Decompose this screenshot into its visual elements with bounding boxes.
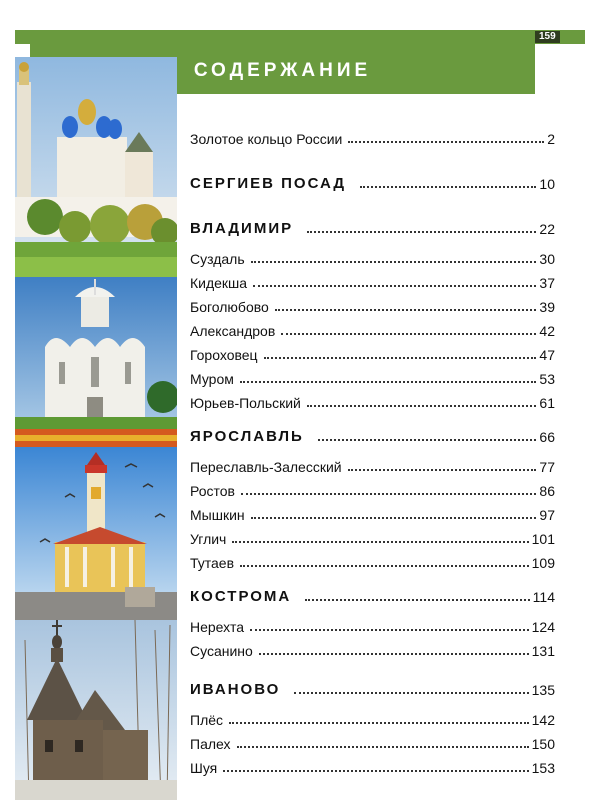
dot-leader <box>294 692 528 694</box>
toc-entry-page: 37 <box>539 275 555 291</box>
toc-entry <box>190 367 555 387</box>
toc-entry <box>190 391 555 411</box>
toc-entry-page: 61 <box>539 395 555 411</box>
toc-entry <box>190 217 555 237</box>
toc-entry-page: 101 <box>531 531 555 547</box>
dot-leader <box>251 261 537 263</box>
toc-entry-page: 153 <box>531 760 555 776</box>
toc-entry-title: Палех <box>190 736 231 752</box>
toc-entry-title: ЯРОСЛАВЛЬ <box>190 428 304 445</box>
toc-entry <box>190 615 555 635</box>
dot-leader <box>259 653 529 655</box>
dot-leader <box>348 469 537 471</box>
dot-leader <box>348 141 544 143</box>
toc-entry-page: 142 <box>531 712 555 728</box>
toc-entry <box>190 708 555 728</box>
dot-leader <box>307 405 537 407</box>
dot-leader <box>281 333 536 335</box>
dot-leader <box>305 599 529 601</box>
dot-leader <box>240 565 529 567</box>
dot-leader <box>253 285 536 287</box>
toc-entry-page: 97 <box>539 507 555 523</box>
dot-leader <box>229 722 529 724</box>
toc-entry <box>190 756 555 776</box>
toc-entry-title: Кидекша <box>190 275 248 291</box>
toc-entry-title: Муром <box>190 371 234 387</box>
toc-entry-page: 131 <box>531 643 555 659</box>
dot-leader <box>232 541 528 543</box>
toc-entry-title: ВЛАДИМИР <box>190 220 294 237</box>
toc-entry <box>190 425 555 445</box>
toc-entry-page: 53 <box>539 371 555 387</box>
toc-entry-page: 47 <box>539 347 555 363</box>
toc-entry <box>190 479 555 499</box>
dot-leader <box>241 493 536 495</box>
sergiev-posad-lavra-photo <box>15 57 177 277</box>
toc-entry-page: 42 <box>539 323 555 339</box>
toc-entry-title: Боголюбово <box>190 299 269 315</box>
toc-entry-page: 109 <box>531 555 555 571</box>
dot-leader <box>318 439 537 441</box>
toc-entry-title: Переславль-Залесский <box>190 459 342 475</box>
toc-entry <box>190 639 555 659</box>
toc-entry <box>190 343 555 363</box>
toc-entry-page: 66 <box>539 429 555 445</box>
dot-leader <box>307 231 536 233</box>
page-number: 159 <box>535 31 560 43</box>
toc-entry-title: Углич <box>190 531 227 547</box>
toc-entry-title: Тутаев <box>190 555 235 571</box>
toc-entry-page: 77 <box>539 459 555 475</box>
dot-leader <box>237 746 529 748</box>
toc-entry <box>190 247 555 267</box>
toc-entry-page: 10 <box>539 176 555 192</box>
dot-leader <box>250 629 529 631</box>
kostroma-fire-tower-photo <box>15 447 177 620</box>
toc-entry <box>190 527 555 547</box>
dot-leader <box>223 770 528 772</box>
toc-entry-title: Шуя <box>190 760 218 776</box>
toc-entry-page: 114 <box>532 589 555 605</box>
toc-entry-page: 2 <box>547 131 555 147</box>
toc-entry <box>190 678 555 698</box>
vladimir-cathedral-photo <box>15 277 177 447</box>
toc-entry-title: Юрьев-Польский <box>190 395 301 411</box>
toc-entry-title: Ростов <box>190 483 235 499</box>
toc-entry <box>190 585 555 605</box>
page-title: СОДЕРЖАНИЕ <box>193 60 372 81</box>
toc-entry <box>190 295 555 315</box>
toc-entry-page: 39 <box>539 299 555 315</box>
toc-entry-page: 135 <box>531 682 555 698</box>
toc-entry <box>190 732 555 752</box>
toc-entry <box>190 503 555 523</box>
dot-leader <box>240 381 537 383</box>
toc-entry-title: Нерехта <box>190 619 245 635</box>
toc-entry <box>190 172 555 192</box>
toc-entry-page: 30 <box>539 251 555 267</box>
dot-leader <box>360 186 536 188</box>
toc-entry <box>190 455 555 475</box>
toc-entry-title: ИВАНОВО <box>190 681 281 698</box>
toc-entry-page: 86 <box>539 483 555 499</box>
toc-entry-title: СЕРГИЕВ ПОСАД <box>190 175 347 192</box>
toc-entry-title: КОСТРОМА <box>190 588 292 605</box>
toc-entry-title: Суздаль <box>190 251 245 267</box>
dot-leader <box>275 309 537 311</box>
toc-entry-page: 22 <box>539 221 555 237</box>
wooden-church-photo <box>15 620 177 800</box>
toc-entry-title: Гороховец <box>190 347 258 363</box>
toc-entry <box>190 271 555 291</box>
toc-entry <box>190 319 555 339</box>
toc-entry-page: 150 <box>531 736 555 752</box>
toc-entry-page: 124 <box>531 619 555 635</box>
toc-entry-title: Плёс <box>190 712 224 728</box>
dot-leader <box>251 517 537 519</box>
toc-entry <box>190 551 555 571</box>
toc-entry <box>190 127 555 147</box>
dot-leader <box>264 357 537 359</box>
toc-entry-title: Мышкин <box>190 507 245 523</box>
toc-entry-title: Золотое кольцо России <box>190 131 343 147</box>
toc-entry-title: Сусанино <box>190 643 253 659</box>
toc-entry-title: Александров <box>190 323 276 339</box>
